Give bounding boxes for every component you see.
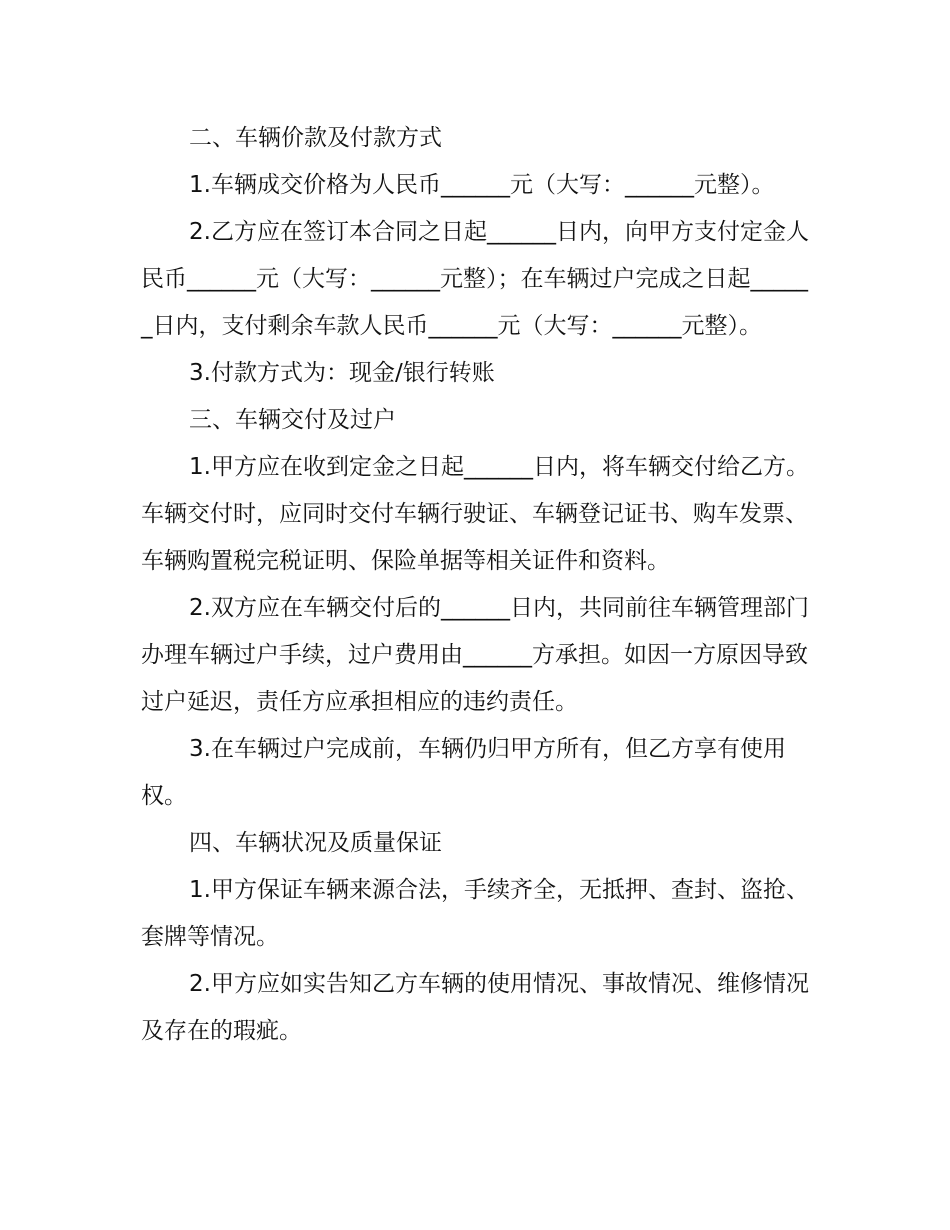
clause-transfer-procedure: 2.双方应在车辆交付后的______日内，共同前往车辆管理部门办理车辆过户手续，过户费用由______方承担。如因一方原因导致过户延迟，责任方应承担相应的违约责任。 [141,595,809,715]
clause-disclosure: 2.甲方应如实告知乙方车辆的使用情况、事故情况、维修情况及存在的瑕疵。 [141,971,809,1044]
section-heading-delivery-transfer: 三、车辆交付及过户 [189,407,396,433]
clause-price: 1.车辆成交价格为人民币______元（大写：______元整）。 [189,172,775,198]
document-body [141,115,817,1055]
clause-ownership-before-transfer: 3.在车辆过户完成前，车辆仍归甲方所有，但乙方享有使用权。 [141,736,786,809]
clause-deposit-balance: 2.乙方应在签订本合同之日起______日内，向甲方支付定金人民币______元（大写：______元整）；在车辆过户完成之日起______日内，支付剩余车款人民币______元（大写：______元整）。 [141,219,809,339]
clause-delivery: 1.甲方应在收到定金之日起______日内，将车辆交付给乙方。车辆交付时，应同时交付车辆行驶证、车辆登记证书、购车发票、车辆购置税完税证明、保险单据等相关证件和资料。 [141,454,809,574]
clause-payment-method: 3.付款方式为：现金/银行转账 [189,360,495,386]
section-heading-price-payment: 二、车辆价款及付款方式 [189,125,442,151]
clause-legal-source: 1.甲方保证车辆来源合法，手续齐全，无抵押、查封、盗抢、套牌等情况。 [141,877,809,950]
section-heading-condition-warranty: 四、车辆状况及质量保证 [189,830,442,856]
